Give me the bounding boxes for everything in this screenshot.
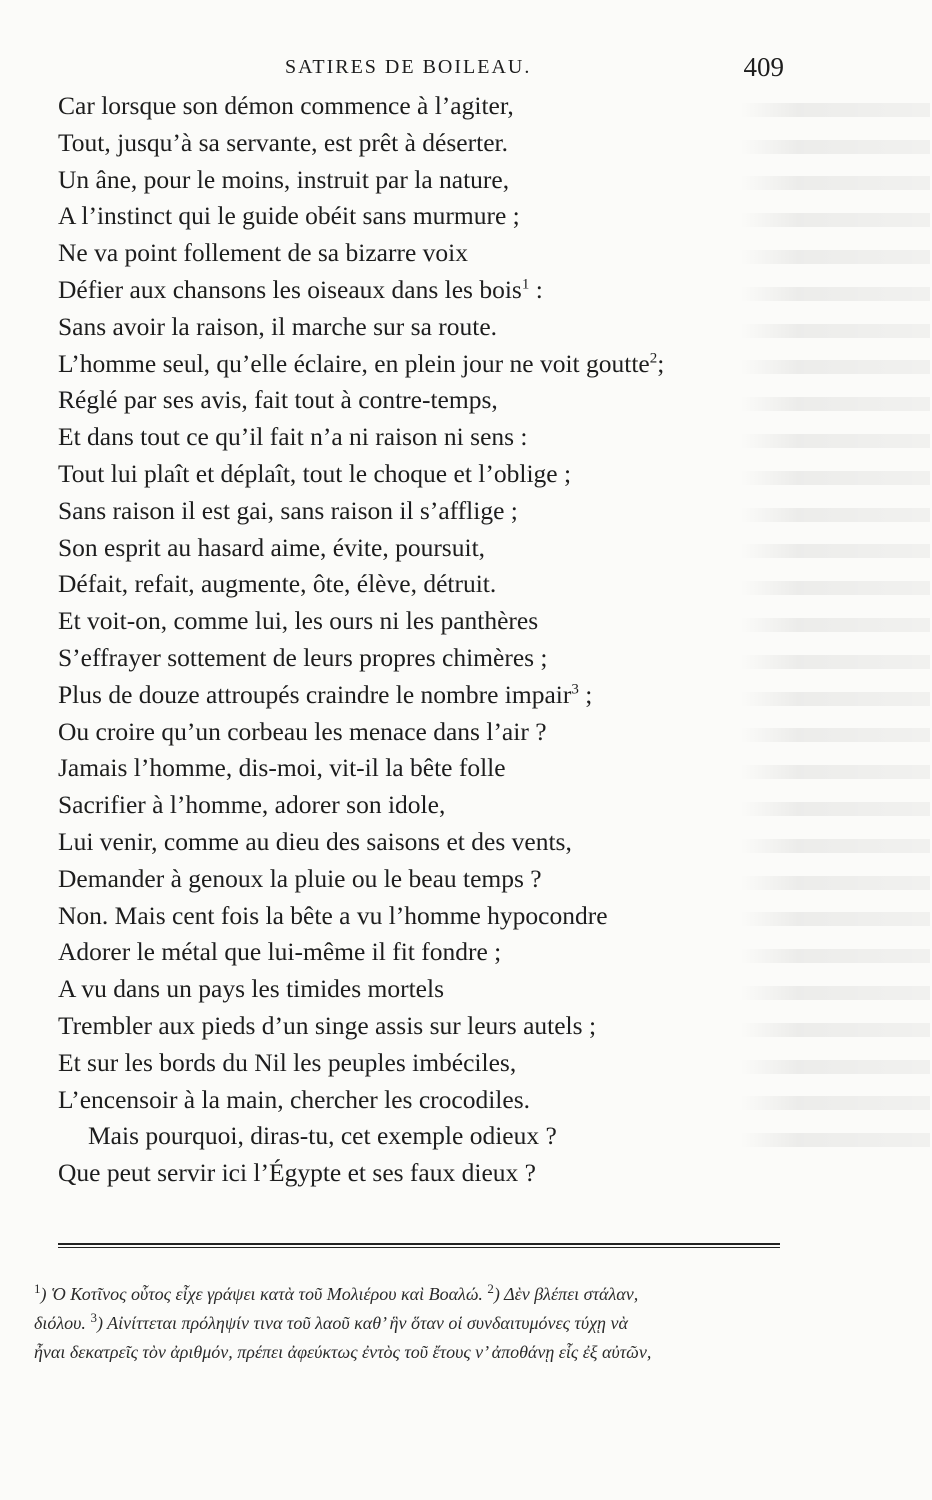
verse-text: Adorer le métal que lui-même il fit fondre ; — [58, 937, 502, 967]
verse-line — [58, 346, 798, 383]
verse-line — [58, 677, 798, 714]
verse-text: Tout, jusqu’à sa servante, est prêt à déserter. — [58, 127, 508, 157]
verse-text: Et voit-on, comme lui, les ours ni les panthères — [58, 606, 539, 636]
verse-text: Non. Mais cent fois la bête a vu l’homme hypocondre — [58, 900, 608, 930]
verse-line — [58, 824, 798, 861]
verse-punctuation: ; — [657, 348, 665, 378]
verse-line — [58, 640, 798, 677]
footnote-rule — [58, 1243, 780, 1245]
verse-text: Car lorsque son démon commence à l’agiter, — [58, 91, 514, 120]
verse-text: Son esprit au hasard aime, évite, poursuit, — [58, 532, 486, 562]
footnote-text: ) Αἰνίττεται πρόληψίν τινα τοῦ λαοῦ καθ’ ἣν ὅταν οἱ συνδαιτυμόνες τύχῃ νὰ — [96, 1313, 628, 1333]
verse-text: Ou croire qu’un corbeau les menace dans l’air ? — [58, 716, 547, 746]
verse-line — [58, 566, 798, 603]
verse-line — [58, 272, 798, 309]
verse-text: Tout lui plaît et déplaît, tout le choque et l’oblige ; — [58, 458, 572, 488]
footnote-mark: 2 — [487, 1281, 494, 1296]
footnote-reference: 1 — [521, 276, 530, 293]
verse-line — [58, 971, 798, 1008]
verse-text: L’encensoir à la main, chercher les crocodiles. — [58, 1084, 531, 1114]
verse-line — [58, 419, 798, 456]
verse-text: Sans avoir la raison, il marche sur sa route. — [58, 311, 498, 341]
verse-text: Et dans tout ce qu’il fait n’a ni raison ni sens : — [58, 422, 528, 452]
verse-line — [58, 235, 798, 272]
verse-text: Trembler aux pieds d’un singe assis sur leurs autels ; — [58, 1010, 597, 1040]
verse-text: Lui venir, comme au dieu des saisons et des vents, — [58, 826, 572, 856]
verse-punctuation: ; — [578, 679, 593, 709]
verse-line — [58, 198, 798, 235]
verse-text: Réglé par ses avis, fait tout à contre-temps, — [58, 385, 498, 415]
verse-line — [58, 898, 798, 935]
verse-line — [58, 603, 798, 640]
verse-line — [58, 125, 798, 162]
verse-line — [58, 1008, 798, 1045]
verse-line — [58, 1045, 798, 1082]
footnote-line — [34, 1309, 794, 1338]
footnote-reference: 3 — [571, 681, 579, 698]
verse-text: A l’instinct qui le guide obéit sans murmure ; — [58, 201, 520, 231]
verse-text: Jamais l’homme, dis-moi, vit-il la bête folle — [58, 753, 506, 783]
verse-text: Mais pourquoi, diras-tu, cet exemple odieux ? — [88, 1121, 557, 1151]
verse-line — [58, 1082, 798, 1119]
verse-punctuation: : — [529, 274, 543, 304]
verse-text: Défier aux chansons les oiseaux dans les bois — [58, 274, 522, 304]
verse-line — [58, 1118, 798, 1155]
verse-line — [58, 493, 798, 530]
footnote-text: ) Ὁ Κοτῖνος οὗτος εἶχε γράψει κατὰ τοῦ Μολιέρου καὶ Βοαλώ. — [40, 1284, 483, 1304]
footnote-text: διόλου. — [34, 1313, 86, 1333]
verse-text: Un âne, pour le moins, instruit par la nature, — [58, 164, 510, 194]
verse-text: Défait, refait, augmente, ôte, élève, détruit. — [58, 569, 497, 599]
footnote-text: ) Δὲν βλέπει στάλαν, — [493, 1284, 639, 1304]
page-number: 409 — [743, 52, 784, 82]
footnote-mark: 3 — [90, 1310, 97, 1325]
footnote-line — [34, 1280, 794, 1309]
verse-text: Plus de douze attroupés craindre le nombre impair — [58, 679, 572, 709]
verse-line — [58, 309, 798, 346]
footnote-rule-thin — [58, 1247, 780, 1248]
verse-text: A vu dans un pays les timides mortels — [58, 974, 445, 1004]
verse-line — [58, 456, 798, 493]
verse-line — [58, 714, 798, 751]
verse-text: S’effrayer sottement de leurs propres chimères ; — [58, 642, 548, 672]
verse-line — [58, 530, 798, 567]
verse-line — [58, 861, 798, 898]
verse-text: Ne va point follement de sa bizarre voix — [58, 238, 468, 268]
verse-line — [58, 934, 798, 971]
verse-text: Sans raison il est gai, sans raison il s’afflige ; — [58, 495, 518, 525]
verse-text: Et sur les bords du Nil les peuples imbéciles, — [58, 1047, 517, 1077]
running-title: SATIRES DE BOILEAU. — [285, 56, 532, 78]
footnote-reference: 2 — [649, 350, 658, 367]
verse-text: Que peut servir ici l’Égypte et ses faux dieux ? — [58, 1158, 536, 1188]
page-header — [285, 52, 784, 86]
verse-text: Sacrifier à l’homme, adorer son idole, — [58, 790, 446, 820]
verse-text: Demander à genoux la pluie ou le beau temps ? — [58, 863, 542, 893]
footnotes — [34, 1280, 794, 1367]
verse-line — [58, 787, 798, 824]
verse-line — [58, 162, 798, 199]
verse-line — [58, 88, 798, 125]
verse-line — [58, 382, 798, 419]
verse-line — [58, 1155, 798, 1192]
footnote-mark: 1 — [34, 1281, 41, 1296]
verse-line — [58, 750, 798, 787]
verse-block — [58, 88, 798, 1192]
footnote-line — [34, 1338, 794, 1367]
verse-text: L’homme seul, qu’elle éclaire, en plein jour ne voit goutte — [58, 348, 650, 378]
footnote-text: ἦναι δεκατρεῖς τὸν ἀριθμόν, πρέπει ἀφεύκτως ἐντὸς τοῦ ἔτους ν’ ἀποθάνῃ εἷς ἐξ αὐτῶν, — [34, 1342, 652, 1362]
